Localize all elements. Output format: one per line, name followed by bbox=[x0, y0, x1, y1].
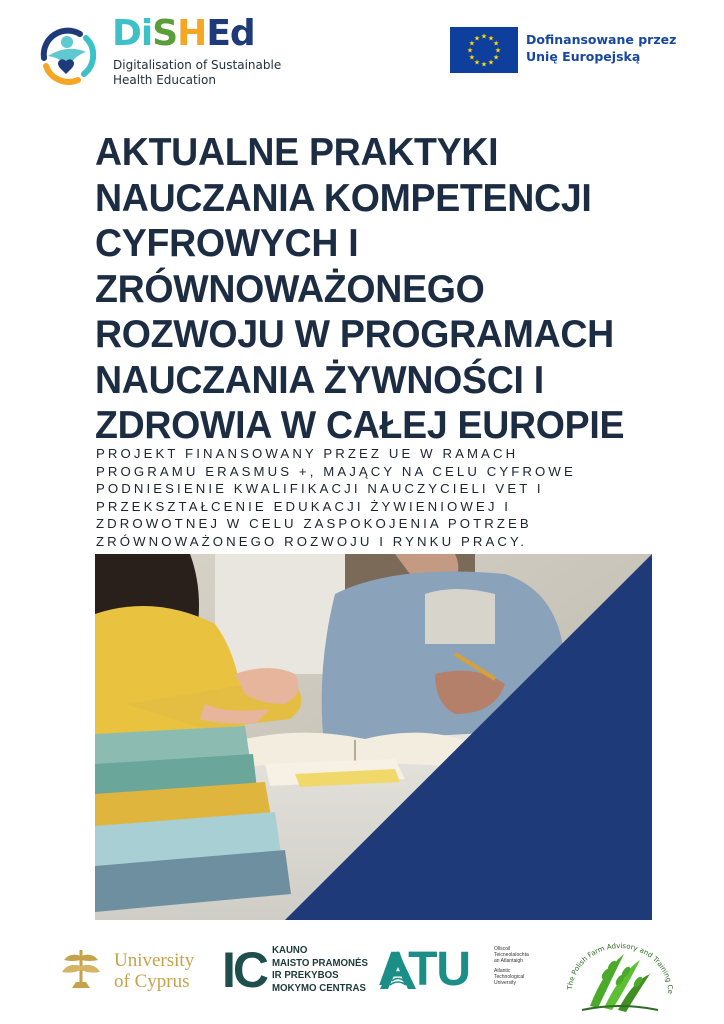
dished-wordmark-s: S bbox=[152, 13, 178, 54]
dished-wordmark-ed: Ed bbox=[206, 13, 255, 54]
eu-star-icon: ★ bbox=[473, 58, 481, 67]
atu-university-name bbox=[494, 946, 529, 986]
eu-star-icon: ★ bbox=[473, 34, 481, 43]
dished-subtitle bbox=[113, 58, 281, 88]
eu-star-icon: ★ bbox=[492, 53, 500, 62]
eu-star-icon: ★ bbox=[487, 58, 495, 67]
page-title bbox=[95, 128, 705, 447]
kauno-line: MAISTO PRAMONĖS bbox=[272, 956, 368, 969]
title-line: AKTUALNE PRAKTYKI bbox=[95, 129, 499, 174]
eu-flag-icon bbox=[450, 27, 518, 73]
description-line: PROGRAMU ERASMUS +, MAJĄCY NA CELU CYFROWE bbox=[96, 463, 576, 479]
description-line: ZDROWOTNEJ W CELU ZASPOKOJENIA POTRZEB bbox=[96, 516, 532, 532]
university-of-cyprus-emblem-icon bbox=[58, 946, 104, 992]
title-line: ROZWOJU W PROGRAMACH bbox=[95, 311, 614, 356]
atu-logo-icon bbox=[378, 945, 482, 995]
title-line: ZRÓWNOWAŻONEGO bbox=[95, 265, 485, 310]
atu-line: Teicneolaíochta bbox=[494, 952, 529, 958]
dished-subtitle-line: Health Education bbox=[113, 73, 216, 87]
polish-farm-advisory-logo-icon bbox=[560, 930, 680, 1016]
dished-wordmark-di: Di bbox=[112, 13, 153, 54]
title-line: ZDROWIA W CAŁEJ EUROPIE bbox=[95, 402, 625, 447]
eu-star-icon: ★ bbox=[468, 39, 476, 48]
description-line: PROJEKT FINANSOWANY PRZEZ UE W RAMACH bbox=[96, 446, 519, 461]
eu-star-icon: ★ bbox=[468, 53, 476, 62]
atu-line: Technological bbox=[494, 974, 525, 980]
kauno-centre-name bbox=[272, 944, 376, 994]
uoc-line: University bbox=[114, 950, 195, 971]
dished-logo-icon bbox=[34, 22, 100, 88]
description-line: PODNIESIENIE KWALIFIKACJI NAUCZYCIELI VET I bbox=[96, 481, 544, 497]
kauno-line: KAUNO bbox=[272, 944, 308, 956]
eu-star-icon: ★ bbox=[494, 46, 502, 55]
eu-star-icon: ★ bbox=[480, 60, 488, 69]
atu-line: Atlantic bbox=[494, 968, 511, 974]
kauno-mark-text: IC bbox=[222, 942, 266, 998]
eu-star-icon: ★ bbox=[480, 32, 488, 41]
dished-wordmark bbox=[112, 14, 255, 54]
eu-star-icon: ★ bbox=[487, 34, 495, 43]
pfa-arc-text: The Polish Farm Advisory and Training Ce bbox=[566, 941, 675, 994]
title-line: CYFROWYCH I bbox=[95, 220, 359, 265]
eu-funding-notice bbox=[526, 31, 676, 65]
kauno-logo-icon bbox=[222, 943, 264, 997]
eu-star-icon: ★ bbox=[492, 39, 500, 48]
atu-line: an Atlantaigh bbox=[494, 958, 523, 964]
title-line: NAUCZANIA ŻYWNOŚCI I bbox=[95, 356, 544, 401]
kauno-line: MOKYMO CENTRAS bbox=[272, 981, 366, 994]
atu-line: Ollscoil bbox=[494, 946, 511, 952]
eu-star-icon: ★ bbox=[466, 46, 474, 55]
uoc-line: of Cyprus bbox=[114, 971, 190, 992]
eu-funding-line: Unię Europejską bbox=[526, 49, 641, 64]
description-line: ZRÓWNOWAŻONEGO ROZWOJU I RYNKU PRACY. bbox=[96, 533, 527, 549]
description-line: PRZEKSZTAŁCENIE EDUKACJI ŻYWIENIOWEJ I bbox=[96, 498, 512, 514]
kauno-line: IR PREKYBOS bbox=[272, 969, 339, 981]
dished-wordmark-h: H bbox=[177, 13, 207, 54]
students-studying-photo bbox=[95, 554, 652, 920]
atu-mark-text: ATU bbox=[378, 943, 471, 996]
dished-subtitle-line: Digitalisation of Sustainable bbox=[113, 58, 282, 72]
title-line: NAUCZANIA KOMPETENCJI bbox=[95, 174, 592, 219]
eu-funding-line: Dofinansowane przez bbox=[526, 32, 677, 47]
atu-line: University bbox=[494, 980, 516, 986]
project-description bbox=[96, 445, 576, 551]
university-of-cyprus-name bbox=[114, 950, 194, 992]
